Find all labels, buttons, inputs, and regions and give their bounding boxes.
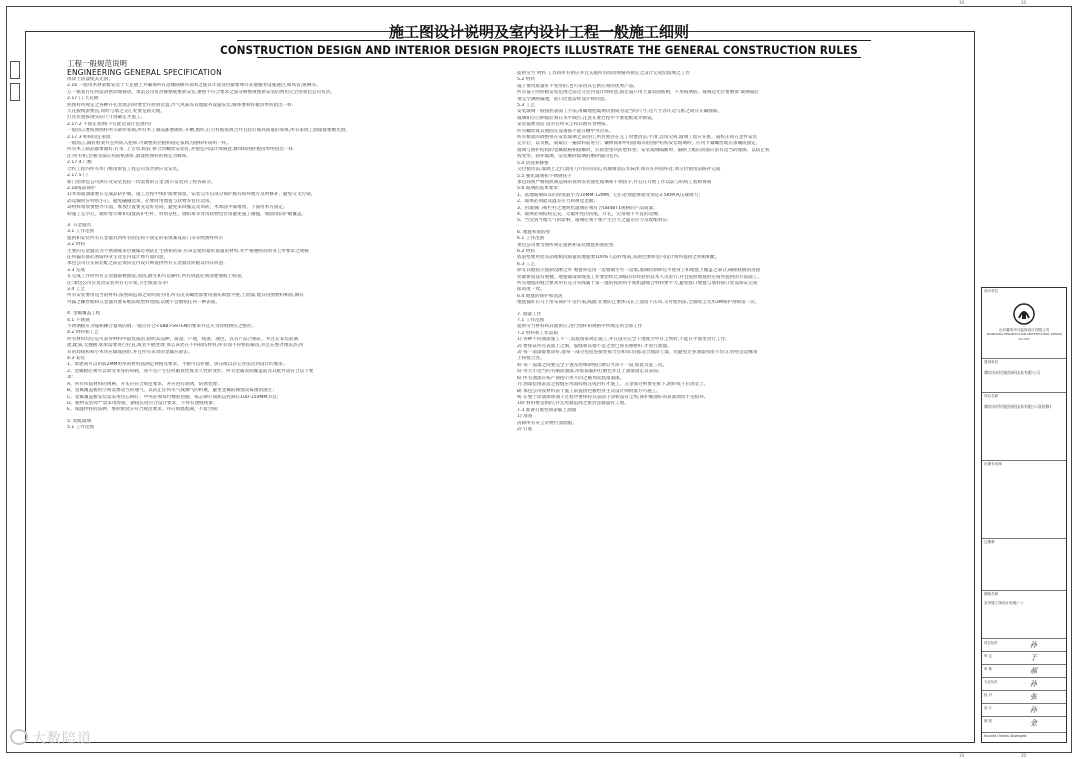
spec-line: E、保温材料的品种，堆积密度应符合规范要求，并应填塞饱满，不留空隙； bbox=[67, 407, 222, 413]
spec-line: 6.2 材料 bbox=[517, 248, 535, 254]
spec-line: 1、承建商可以用较2MM更厚的材料法满足规格及要求，平板可以折叠，挤压或以其它办法达到设计的要求。 bbox=[67, 362, 288, 368]
watermark bbox=[10, 728, 92, 748]
tb-label-client: 建设单位 bbox=[982, 358, 1066, 366]
spec-line: 5.5 强化玻璃和不锈钢扶手 bbox=[517, 173, 572, 179]
spec-line: 万一框架有任何需动摆动或移动，承造公司负责修整或重新安装,重整不符合要求之部分修整或重新安装的费用完全由承包公司负责。 bbox=[67, 89, 335, 95]
spec-line: 所有螺丝或其他固定设备都不能在槽中突出来。 bbox=[517, 128, 614, 134]
tb-company bbox=[984, 328, 1064, 341]
spec-column-left bbox=[67, 59, 497, 432]
spec-line: 7) 油漆范围表边之接缝应用玻纹纸完成封好才施工。五金部分则要先拆下,油好收干后再装上。 bbox=[517, 382, 709, 388]
title-en: CONSTRUCTION DESIGN AND INTERIOR DESIGN PROJECTS ILLUSTRATE THE GENERAL CONSTRUCTION RULES bbox=[220, 43, 858, 57]
spec-line: 10) 材料要是新的,并且用制造商之密封容器盛住工地。 bbox=[517, 401, 629, 407]
title-rule bbox=[237, 40, 871, 41]
spec-line: D、板材安装时严禁采用焊接，搪接长度符合设计要求，不得有透缝现象； bbox=[67, 400, 218, 406]
spec-line: 6. 地毯和底胶垫 bbox=[517, 229, 551, 235]
spec-line: 4) 每一道漆之间要完全干透及用细砂纸打磨后才涂下一道,如此反复三次。 bbox=[517, 362, 668, 368]
strip-box bbox=[10, 61, 20, 79]
title-cn: 施工图设计说明及室内设计工程一般施工细则 bbox=[388, 23, 689, 41]
grid-num: 19 bbox=[959, 0, 965, 5]
spec-line: 任何偏差都必须取得业主及室内设计师方面同意。 bbox=[67, 254, 169, 260]
spec-line: 2.17.4 门框 bbox=[67, 160, 93, 166]
spec-line: 4)施工完毕后，做好警示牌和设置防护栏杆，特别是柱，墙阳角等处用软物包住角避免施工碰撞，墙面用防护膜覆盖。 bbox=[67, 211, 307, 217]
spec-line: 1、落地玻璃厚其的厚度最小为10MM-12MM，它们必须能够抵受预定2.5KPA风压或吸力； bbox=[517, 192, 703, 198]
tb-label-seal: 出图专用章 bbox=[982, 460, 1066, 468]
signature-mark: 金 bbox=[1030, 719, 1037, 727]
signature-row bbox=[982, 664, 1066, 677]
grid-top bbox=[7, 1, 1071, 7]
signature-mark: 孙 bbox=[1030, 706, 1037, 714]
spec-line: 提供和安装所有五金器具到所有固定和不固定的家俱兼设品门等等照图样所示 bbox=[67, 235, 224, 241]
spec-line: 6.1 工作范围 bbox=[517, 236, 545, 242]
signature-role: 校 对 bbox=[984, 693, 992, 697]
spec-line: 3) 每一道漆都要涂好,使每一部分包括连接处接合点和角等)都适合地涂上漆，但避免过多油漆厚度不均匀,特别是边缘角 bbox=[517, 350, 758, 356]
tb-label-company: 设计单位 bbox=[984, 289, 999, 293]
spec-line: 7.1 工作范围 bbox=[517, 318, 545, 324]
spec-column-right bbox=[517, 71, 937, 433]
spec-line: 2.17 门.天花板 bbox=[67, 96, 99, 102]
title-block bbox=[981, 287, 1067, 743]
grid-num: 20 bbox=[1021, 753, 1027, 758]
signature-mark: 郝 bbox=[1030, 667, 1037, 675]
signature-row bbox=[982, 703, 1066, 716]
signature-role: 审 定 bbox=[984, 654, 992, 658]
spec-line: 提供劳力 材料 工具和所有供应并且实施所有图及规格所规定之设计完成装玻璃之工作 bbox=[517, 71, 690, 76]
spec-line: 提供劳力材料和其他供应,进行图样和规格中所规定的全部工作 bbox=[517, 324, 643, 330]
spec-line: 再涂上清漆使其光滑。 bbox=[67, 77, 113, 82]
spec-line: 2.16 一般用木材架框安装于天花板上并确保所有边缘圆顺并表明之使其年固及拉紧要尊许其他服务设施通过,如风管,喷淋等。 bbox=[67, 83, 321, 89]
spec-line: 4.1 不锈钢 bbox=[67, 317, 90, 323]
spec-line: 所有镜子的样板安装范围之前这交室内设计师同意,固定镜只用大量双面粘柄，不用玻璃胶，玻璃边光位要磨滑 玻璃镜必 bbox=[517, 90, 759, 96]
company-logo-icon bbox=[1012, 302, 1036, 326]
spec-line: 上和接合处。 bbox=[517, 356, 545, 362]
spec-line: 6) 所有油漆应按产商指示用不同之稀剂及底漆面漆。 bbox=[517, 375, 625, 381]
signature-row bbox=[982, 638, 1066, 651]
company-name-cn: 山东滕州市凡装饰设计有限公司 bbox=[998, 328, 1050, 332]
spec-line: 5.3 工艺 bbox=[517, 103, 535, 109]
signature-role: 设 计 bbox=[984, 706, 992, 710]
spec-line: 主要的五金器具为不锈钢或多层镀镍必须防止生锈和站染 应该是使用最好质量的材料,并严格遵照说明书上所要求之规格 bbox=[67, 248, 309, 254]
signature-row bbox=[982, 677, 1066, 690]
signature-role: 专业负责 bbox=[984, 680, 998, 684]
tb-label-reg: 注册章 bbox=[982, 538, 1066, 546]
signature-row bbox=[982, 716, 1066, 729]
spec-line: 地毯铺好后马上用布保护不受污染,践踏,在要防止重体压在上面留下压印,交付使用前,全面吸尘及用3M保护剂喷第一次。 bbox=[517, 300, 760, 306]
spec-line: 除非其他指示毯制设刚之外 地毯将是由一边墙铺至另一边墙,准确切割和装平使身上和地毯上覆盖之部分,确保底板的连接 bbox=[517, 268, 761, 274]
spec-line: 2) 打底 bbox=[517, 426, 533, 432]
spec-line: 6.4 地毯的保护和清洗 bbox=[517, 293, 563, 299]
grid-bottom bbox=[7, 752, 1071, 758]
spec-line: 交付使用前,玻璃上之污渍用刀片轻轻刮去,用玻璃清洁水抹净,如有任何损坏者,须交付使用前修补完成 bbox=[517, 167, 721, 173]
spec-line: 镜子要用质量好不变形的,也可采用其它供应商的优秀产品。 bbox=[517, 83, 638, 89]
spec-line: 3.3 完成 bbox=[67, 267, 85, 273]
tb-project: 潍坊东村功能协析技术有限公司(装修) bbox=[984, 404, 1052, 409]
spec-line: B、金属覆盖板的空间需要适当的通气，以防止任何水气或潮气的积聚，避免金属的腐蚀及霉菌的滋生； bbox=[67, 388, 277, 394]
spec-line: 求： bbox=[67, 375, 77, 381]
signature-mark: 于 bbox=[1030, 654, 1037, 662]
drawing-sheet bbox=[6, 0, 1072, 758]
spec-line: 不锈钢板应为镜和操合量高的钢,一般应符合<S88>S97EN的要求并且应为焊缝物应之整形。 bbox=[67, 324, 257, 330]
spec-line: 4.3 安装 bbox=[67, 356, 85, 362]
spec-line: 7.3 准备打底色和添腻上油漆 bbox=[517, 407, 577, 413]
signature-role: 项目负责 bbox=[984, 641, 998, 645]
spec-line: 外露之螺丝帽和五金器具要布维胶或塑料垫圈,以便不会磨损任何一种表面。 bbox=[67, 299, 221, 305]
spec-line: 7. 油漆工作 bbox=[517, 311, 542, 317]
watermark-text: 大数陪道 bbox=[32, 731, 92, 747]
spec-line: 2) 要保证所有表面上之洞，裂缝和其他不是之处已预先修整好,才进行油漆。 bbox=[517, 343, 672, 349]
spec-line: 一般而言要按照图样所示制作家俱,所有木工制品都要做好,开槽,刨样,打舌样粘胶拼合并且装钉或高质量的家俱,所有家俱上油漆都要磨光滑。 bbox=[67, 128, 350, 134]
spec-line: 4、玻璃必须结构完美，无破坏性的伤痕，针孔，尖角或不平直的边缘； bbox=[517, 211, 663, 217]
spec-line: 完毕后，以及框，扇最后一遍涂料前进行；镶棒间和中间固瑕等的围护结构安装玻璃时，应用卡紧螺丝或压条镶嵌固定， bbox=[517, 141, 761, 147]
tb-drawing: 室内施工图设计说明(一) bbox=[984, 601, 1023, 605]
signature-role: 制 图 bbox=[984, 719, 992, 723]
spec-line: 安装镜要清洁 没有任何灰尘和其他有害物质。 bbox=[517, 122, 611, 128]
spec-line: 构变形，损坏玻璃，安装磨砂玻璃的磨砂面向室内。 bbox=[517, 154, 623, 160]
spec-line: 4.2 材料和工艺 bbox=[67, 330, 99, 336]
spec-line: 7.2 材料和工作品质 bbox=[517, 330, 558, 336]
watermark-logo-icon bbox=[10, 729, 28, 745]
spec-line: 1)木饰面油漆要在完成品防护膜，施工过程中保护膜要保留，安装完毕后部分保护膜有损坏地方及时修补，避免交叉污染。 bbox=[67, 192, 316, 198]
spec-line: 8) 承包公司按材料表于施工前提供色板给业主及设计师批准方可施工。 bbox=[517, 388, 661, 394]
spec-line: 2)运输时应特别小心，避免磕碰边角，必要时用地毯与软物等包住边角。 bbox=[67, 198, 215, 204]
spec-line: 所有安装要用适当的材料,按照制造商之说明而引用,所有沉头螺丝都要用油灰填塞平整,上油漆,使其用围物料相同,偶有 bbox=[67, 293, 304, 299]
spec-line: 有的焊接和和小木块应做成圆形,并且所有多余的金属应除去。 bbox=[67, 349, 193, 355]
spec-line: 合约工程内所有木门框由承包工程公司负责供应及安装。 bbox=[67, 166, 182, 172]
tb-label-drawing: 图纸名称 bbox=[982, 590, 1066, 598]
spec-line: 在完成工作时所有五金器都被擦洗,清洗,磨光和可以操作,所有钥匙必须清楚地贴上标签。 bbox=[67, 274, 246, 280]
grid-num: 20 bbox=[1021, 0, 1027, 5]
spec-line: 4. 金属覆盖工程 bbox=[67, 311, 101, 317]
spec-line: 承包公司在实际装配之前必须向室内设计师提供所有五金器具样板以得其同意。 bbox=[67, 261, 228, 267]
tb-label-project: 项目名称 bbox=[982, 392, 1066, 400]
tb-client: 潍坊东村功能协析技术有限公司 bbox=[984, 370, 1040, 375]
section-heading-cn: 工程一般规范说明 bbox=[67, 59, 127, 68]
spec-line: 2、金属板必须可以承受本身的荷载，而不会产生任何眼查性或永久性的变形，所有金属表面覆盖前及其配件需符合以下要 bbox=[67, 368, 314, 374]
spec-line: 3.4 工艺 bbox=[67, 287, 85, 292]
tb-footer: Invalid Unless Stamped bbox=[982, 732, 1066, 739]
signature-mark: 孙 bbox=[1030, 680, 1037, 688]
spec-line: 玻璃与围护结构的金属框格相接触时，应嵌塑垫块防塑料垫；安装玻璃隔断时，隔断上框的顶面应留有适当的缝隙，以防止机 bbox=[517, 147, 770, 153]
spec-line: 5.1 工作范围 bbox=[67, 425, 95, 431]
spec-line: 5.2 材料 bbox=[517, 77, 535, 83]
spec-line: 2.17.3 柜和固定家俱 bbox=[67, 134, 111, 140]
spec-line: 5.6 玻璃的基本要求： bbox=[517, 186, 563, 192]
spec-line: 5) 用大小适当的毛刷涂油漆,用胶质腻料打磨色并且上油漆固定其表面。 bbox=[517, 369, 663, 375]
signature-row bbox=[982, 690, 1066, 703]
spec-line: 底胶垫要用优等品或相同质量的地毯要100%人造纤维质,其颜色要和室内设计师所提供之样板相配。 bbox=[517, 255, 720, 261]
company-name-en: SHANDONG TENGZHOU FAN ARCHITECTURAL DESIGN CO.,LTD bbox=[986, 332, 1062, 341]
spec-line: 清除所有灰尘杂物污渍油脂。 bbox=[517, 420, 577, 426]
signature-role: 审 核 bbox=[984, 667, 992, 671]
spec-line: 2.17.5 门 bbox=[67, 173, 88, 179]
signature-mark: 张 bbox=[1030, 693, 1037, 701]
spec-line: 3. 五金器具 bbox=[67, 222, 92, 228]
spec-line: 3.2 材料 bbox=[67, 242, 85, 248]
spec-line: 2、玻璃必须能及温差应力和视觉歪曲； bbox=[517, 199, 599, 205]
spec-line: 须完全满断遍透，胶口位置需经设计师同意。 bbox=[517, 96, 609, 102]
spec-line: 所有地毯的缝合要求用有充分实践属于第一流的按照用手或机器缝合材料要平大,避免接口地毯与墙料接口处需保证完成 bbox=[517, 281, 758, 286]
spec-line: 2.17.2 不固定家俱(不在此次设计范围内) bbox=[67, 121, 151, 127]
grid-num: 19 bbox=[959, 753, 965, 758]
spec-line: 流,配质,无翘曲,如果需要进行拉直,或者平板处理 那么该处在不得损伤材料,所有而不得快结解齿,并且在整齐地去热,所 bbox=[67, 343, 304, 349]
spec-line: 承包商须严格按照制造商的说明安装强化玻璃和不锈扶手,并且在开始工作以前与结构工程师协商 bbox=[517, 179, 712, 185]
spec-line: 3.1 工作范围 bbox=[67, 229, 95, 235]
binding-strip bbox=[7, 31, 23, 743]
spec-line: 面高度一致。 bbox=[517, 287, 545, 293]
spec-line: 3)材料堆放要整齐牢固，堆放位置要先选好房间，避免来回搬运及周转，木饰面平铺堆放，下面用木方固定。 bbox=[67, 205, 288, 211]
spec-line: 所有木工制品都要做好,打带. 上舌带,粘胶 拼合用螺丝安装好,并使室内设计师满意,修饰和图样板清单所指出一样. bbox=[67, 147, 295, 153]
spec-line: 处紧密而没有重叠。地毯铺设和缝查工作要由经过训练的有经验的技术人员进行,并且按照地毯供应商所提供的方法施工。 bbox=[517, 274, 762, 280]
spec-line: 新门由承包公司供应及安装包括一切需要的五金,图示安装到工程各部分。 bbox=[67, 179, 216, 185]
spec-line: 3、用玻璃门和栏杆之透明化玻璃必须符合GB48T1规格的产品质量； bbox=[517, 205, 658, 211]
strip-box bbox=[10, 83, 20, 101]
spec-line: 安装玻璃一般按照表面工字法,准确地把玻璃切割成为适当的尺寸,这尺寸容许边与框之间有正确缝隙。 bbox=[517, 109, 723, 115]
section-heading-en: ENGINEERING GENERAL SPECIFICATION bbox=[67, 68, 222, 77]
spec-line: 6.3 工艺 bbox=[517, 261, 535, 267]
spec-line: 承包公司要为图所规定提供和安装地毯和底胶垫. bbox=[517, 242, 615, 248]
spec-line: 5.4 清洗和修整 bbox=[517, 160, 549, 166]
spec-line: 所有材料均应是可获得材料中最优质的,指明其品种，质量，产地，线条，颜色，具有产品合格证，并且在安装前满 bbox=[67, 336, 299, 342]
spec-line: 2.18成品保护 bbox=[67, 185, 96, 191]
spec-line: C、金属覆盖板安装需采用热芯铆钉，中央必须每付橡胶垫圈，按芯铆钉间距以控制在100-150MM为宜； bbox=[67, 394, 282, 400]
spec-line: 注:承包公司应负责安装所有毛巾架,卫生纸架等等! bbox=[67, 280, 169, 286]
spec-line: 玻璃如小凸伸玻必须在水平线位,注意在要过程中不要把框架弄断裂。 bbox=[517, 115, 657, 121]
spec-line: 所有框架的调整将在安装玻璃之前进行,所封密封在完工时要清洁,平滑,边角尖锐,玻璃工程应在框，扇校正和五金件安装 bbox=[517, 135, 758, 141]
spec-line: 5、当受到当地天气的影响，玻璃必须不要产生过大之温差应力及收缩效应； bbox=[517, 218, 672, 224]
spec-line: 天花板线条要直,同时与墙之交汇处要是圆无缝。 bbox=[67, 109, 165, 115]
spec-line: 5. 装配玻璃 bbox=[67, 418, 92, 424]
spec-line: 注:所有柜,层板等都应用防纸擦好,油漆照图样的规定为修饰。 bbox=[67, 153, 191, 159]
signature-row bbox=[982, 651, 1066, 664]
spec-line: 9) 在整个涂油漆和油干过程中要保持其表面干净和没有尘埃,保护刚油好的表面须留不受损坏。 bbox=[517, 394, 709, 400]
spec-line: 一般而言,做好框架并且所嵌入把和,可调整的层板和固定家俱为图样所说明一样。 bbox=[67, 141, 231, 147]
spec-line: 1) 准备 bbox=[517, 414, 533, 420]
spec-line: 灯具位置按现实际尺寸再确定才施工。 bbox=[67, 115, 146, 121]
title-rule bbox=[257, 57, 861, 58]
spec-line: A、所有铁质材料的规格，开头应符合规范要求，并应进行除锈，防锈处理； bbox=[67, 381, 222, 387]
spec-line: 照图样所规定之各种开孔处理,同时要允许照明装置,冷气风扇等其他服务设施安装,修饰要和样板清单所指出一样. bbox=[67, 102, 294, 108]
signature-mark: 孙 bbox=[1030, 641, 1037, 649]
spec-line: 1) 各种不同油漆施工不一,需按国家规定施工,并在没有完全干透或空中有尘埃时,不能在平面里进行工作。 bbox=[517, 337, 730, 343]
